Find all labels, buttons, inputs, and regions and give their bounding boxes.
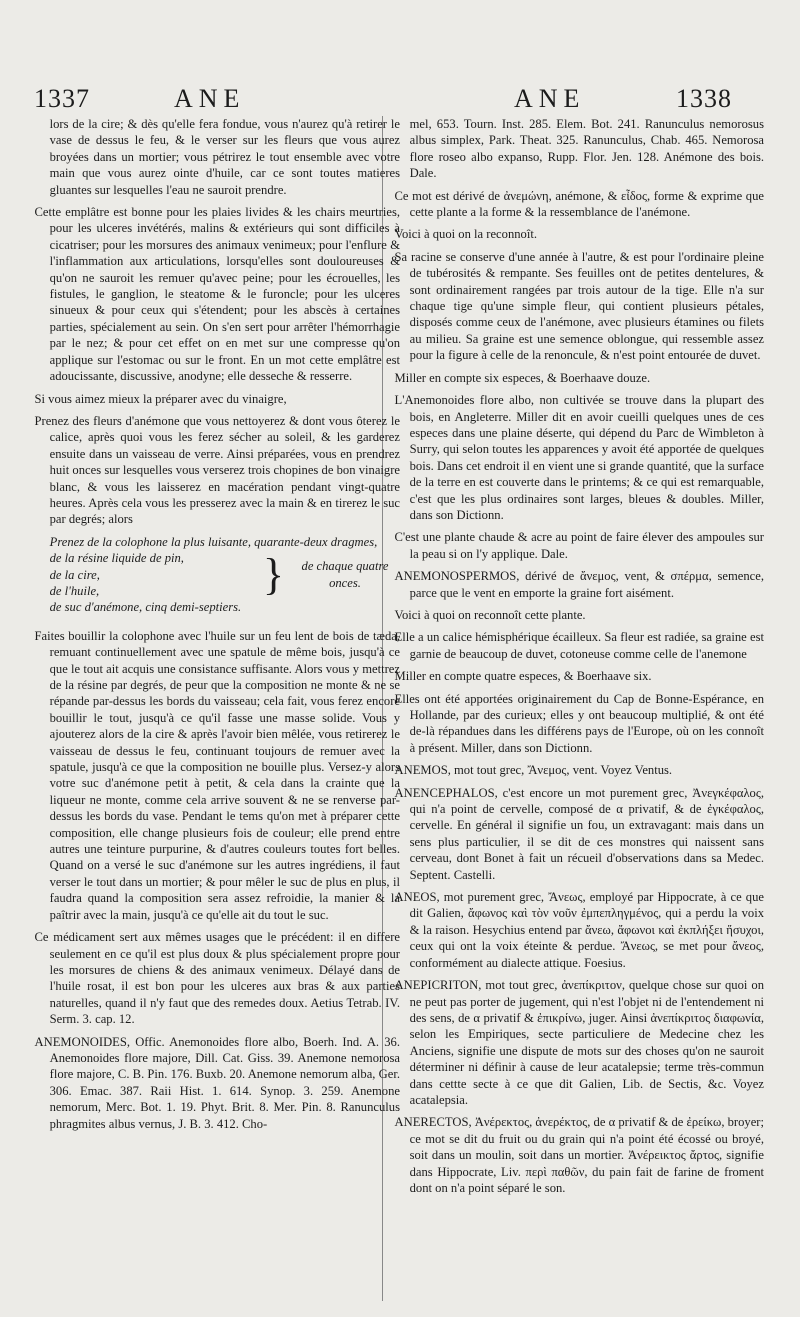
left-running-head: ANE xyxy=(174,84,246,113)
recipe-line: de la cire, xyxy=(49,567,100,582)
paragraph: Prenez des fleurs d'anémone que vous nettoyerez & dont vous ôterez le calice, après quoi vous les ferez sécher au soleil, & les garderez ensuite dans un vaisseau de verre. Ainsi préparées, vous en prendrez huit onces sur lesquelles vous verserez trois chopines de bon vinaigre blanc, & vous les laisserez en macération pendant vingt-quatre heures. Après cela vous les presserez avec la main & en tirerez le suc par degrés; alors xyxy=(34,413,400,527)
brace-glyph: } xyxy=(262,549,284,599)
right-page-number: 1338 xyxy=(676,84,732,113)
entry-aneos: ANEOS, mot purement grec, Ἄνεως, employé par Hippocrate, à ce que dit Galien, ἄφωνος καὶ τὸν νοῦν ἐμπεπληγμένος, qui a perdu la voix & la raison. Hesychius entend par ἄνεω, ἄφωνοι καὶ ἐκπλήξει ἥσυχοι, ceux qui ont la voix éteinte & perdue. Ἄνεως, se met pour ἄνεος, conformément au dialecte attique. Foesius. xyxy=(394,890,764,970)
paragraph: Miller en compte six especes, & Boerhaave douze. xyxy=(394,370,651,385)
entry-anemonoides: ANEMONOIDES, Offic. Anemonoides flore albo, Boerh. Ind. A. 36. Anemonoides flore majore, Dill. Cat. Giss. 39. Anemone nemorosa flore majore, C. B. Pin. 176. Buxb. 20. Anemone nemorum alba, Ger. 306. Emac. 387. Raii Hist. 1. 614. Synop. 3. 259. Anemone nemorum, Merc. Bot. 1. 19. Phyt. Brit. 8. Mer. Pin. 8. Ranunculus phragmites albus vernus, J. B. 3. 412. Cho- xyxy=(34,1034,400,1131)
paragraph: mel, 653. Tourn. Inst. 285. Elem. Bot. 241. Ranunculus nemorosus albus simplex, Park. Theat. 325. Ranunculus, Chab. 465. Nemorosa flore roseo albo expanso, Rupp. Flor. Jen. 128. Anémone des bois. Dale. xyxy=(409,117,764,181)
recipe-line: de la résine liquide de pin, xyxy=(49,551,184,566)
left-column xyxy=(32,116,400,1138)
recipe-block xyxy=(32,534,400,616)
right-running-head: ANE xyxy=(514,84,586,113)
right-column xyxy=(392,116,764,1202)
paragraph: C'est une plante chaude & acre au point de faire élever des ampoules sur la peau si on l'y applique. Dale. xyxy=(394,530,764,561)
paragraph: Voici à quoi on la reconnoît. xyxy=(394,227,537,242)
entry-anencephalos: ANENCEPHALOS, c'est encore un mot purement grec, Ἀνεγκέφαλος, qui n'a point de cervelle, composé de α privatif, & de ἐγκέφαλος, cervelle. En général il signifie un fou, un extravagant: mais dans un sens plus particulier, il se dit de ces monstres qui naissent sans cerveau, dont Bonet à fait un récueil d'observations dans sa Medec. Septent. Castelli. xyxy=(394,785,764,882)
paragraph: Si vous aimez mieux la préparer avec du vinaigre, xyxy=(34,391,287,406)
paragraph: Ce mot est dérivé de ἀνεμώνη, anémone, & εἶδος, forme & exprime que cette plante a la forme & la ressemblance de l'anémone. xyxy=(394,188,764,220)
left-page-number: 1337 xyxy=(34,84,90,113)
entry-anepicriton: ANEPICRITON, mot tout grec, ἀνεπίκριτον, quelque chose sur quoi on ne peut pas porter de jugement, qui n'est l'objet ni de l'entendement ni des sens, de α privatif & ἐπικρίνω, juger. Ainsi ἀνεπίκριτος διαφωνία, selon les Empiriques, secte particuliere de Medecine chez les Anciens, signifie une dispute de mots sur des choses qu'on ne sauroit déterminer ni définir à cause de leur acatalepsie; terme très-commun dans cettte secte à ce que dit Galien, Lib. de Sectis, &c. Voyez acatalepsia. xyxy=(394,978,764,1107)
paragraph: Sa racine se conserve d'une année à l'autre, & est pour l'ordinaire pleine de tubérosités & rempante. Ses feuilles ont de petites dentelures, & sont ordinairement rangées par trois autour de la tige. Elle n'a sur chaque tige qu'une simple fleur, qui contient plusieurs pétales, disposés comme ceux de l'anémone, avec plusieurs étamines ou filets au milieu. Sa graine est une semence oblongue, qui ressemble assez pour la figure à celle de la renoncule, & n'est point entourée de duvet. xyxy=(394,249,764,363)
recipe-line: Prenez de la colophone la plus luisante, quarante-deux dragmes, xyxy=(49,534,378,549)
recipe-line: de suc d'anémone, cinq demi-septiers. xyxy=(49,600,242,615)
recipe-brace-group xyxy=(50,550,400,599)
paragraph: L'Anemonoides flore albo, non cultivée se trouve dans la plupart des bois, en Angleterre. Miller dit en avoir cueilli quelques unes de ces especes dans une plaine déserte, qui dépend du Parc de Wimbleton à Surry, qui selon toutes les apparences y avoit été apportée de quelques bois. Dans cet endroit il en vient une si grande quantité, que la surface de la terre en est couverte dans le printems; & ce qui est remarquable, c'est que les plus ordinaires sont larges, bleues & doubles. Miller, dans son Dictionn. xyxy=(394,393,764,522)
entry-anemonospermos: ANEMONOSPERMOS, dérivé de ἄνεμος, vent, & σπέρμα, semence, parce que le vent en emporte la graine fort aisément. xyxy=(394,569,764,600)
paragraph: Elles ont été apportées originairement du Cap de Bonne-Espérance, en Hollande, par des curieux; elles y ont beaucoup multiplié, & ont été de-là répandues dans les différens pays de l'Europe, où on les connoît à présent. Miller, dans son Dictionn. xyxy=(394,691,764,755)
paragraph: Cette emplâtre est bonne pour les plaies livides & les chairs meurtries, pour les ulceres invétérés, malins & extérieurs qui sont difficiles à cicatriser; pour les morsures des animaux venimeux; pour l'enflure & l'inflammation aux articulations, lorsqu'elles sont douloureuses & qu'on ne sauroit les remuer qu'avec peine; pour les écrouelles, les fistules, le ganglion, le steatome & le furoncle; pour les ulceres sinueux & pour ceux qui s'étendent; pour les abscès à certaines parties, spécialement au sein. On s'en sert pour arrêter l'hémorrhagie par le nez; & pour cet effet on en met sur une compresse qu'on applique sur l'estomac ou sur le front. En un mot cette emplâtre est adoucissante, discussive, anodyne; elle desseche & resserre. xyxy=(34,205,400,384)
paragraph: lors de la cire; & dès qu'elle fera fondue, vous n'aurez qu'à retirer le vase de dessus le feu, & le verser sur les fleurs que vous aurez broyées dans un mortier; vous pétrirez le tout ensemble avec votre main que vous aurez ointe d'huile, car ce sont toutes matieres gluantes sur lesquelles l'eau ne sauroit prendre. xyxy=(49,117,400,197)
paragraph: Elle a un calice hémisphérique écailleux. Sa fleur est radiée, sa graine est garnie de beaucoup de duvet, cotoneuse comme celle de l'anemone xyxy=(394,630,764,661)
paragraph: Ce médicament sert aux mêmes usages que le précédent: il en differe seulement en ce qu'il est plus doux & plus spécialement propre pour les morsures de chiens & des animaux venimeux. Délayé dans de l'huile rosat, il est bon pour les ulceres aux bras & aux parties naturelles, quand il n'y faut que des remedes doux. Aetius Tetrab. IV. Serm. 3. cap. 12. xyxy=(34,930,400,1027)
paragraph: Voici à quoi on reconnoît cette plante. xyxy=(394,607,586,622)
paragraph: Faites bouillir la colophone avec l'huile sur un feu lent de bois de tæda, remuant continuellement avec une spatule de même bois, jusqu'à ce que le tout ait acquis une consistance suffisante. Alors vous y mettrez de la résine par degrés, de peur que la composition ne monte & ne se répande par-dessus les bords du vaisseau; cela fait, vous ferez encore bouillir le tout, jusqu'à ce qu'il fasse une masse solide. Vous y ajouterez alors de la cire & après l'avoir bien mêlée, vous retirerez le vaisseau de dessus le feu, continuant toujours de remuer avec la spatule, jusqu'à ce que la composition ne bouille plus. Versez-y alors votre suc d'anémone petit à petit, & cela dans la crainte que la liqueur ne monte, comme cela arrive souvent & ne se renverse par-dessus les bords du vase. Pendant le tems qu'on met à préparer cette composition, elle change plusieurs fois de couleur; elle prend entre autres une teinture purpurine, & d'autres couleurs toutes fort belles. Quand on a versé le suc d'anémone sur les autres ingrédiens, il faut verser le tout dans un mortier; & pour mêler le suc de plus en plus, il faudra quand la composition sera assez refroidie, la manier & la paîtrir avec la main, jusqu'à ce qu'elle ait du tout le suc. xyxy=(34,628,400,922)
recipe-quantity: de chaque quatre onces. xyxy=(301,559,389,590)
paragraph: Miller en compte quatre especes, & Boerhaave six. xyxy=(394,669,652,684)
entry-anemos: ANEMOS, mot tout grec, Ἄνεμος, vent. Voyez Ventus. xyxy=(394,763,673,778)
entry-anerectos: ANERECTOS, Ἀνέρεκτος, ἀνερέκτος, de α privatif & de ἐρείκω, broyer; ce mot se dit du fruit ou du grain qui n'a point été écossé ou broyé, soit dans un moulin, soit dans un mortier. Ἀνέρεικτος ἄρτος, signifie dans Hippocrate, Liv. περὶ παθῶν, du pain fait de farine de froment dont on n'a point séparé le son. xyxy=(394,1115,764,1195)
recipe-line: de l'huile, xyxy=(49,583,100,598)
